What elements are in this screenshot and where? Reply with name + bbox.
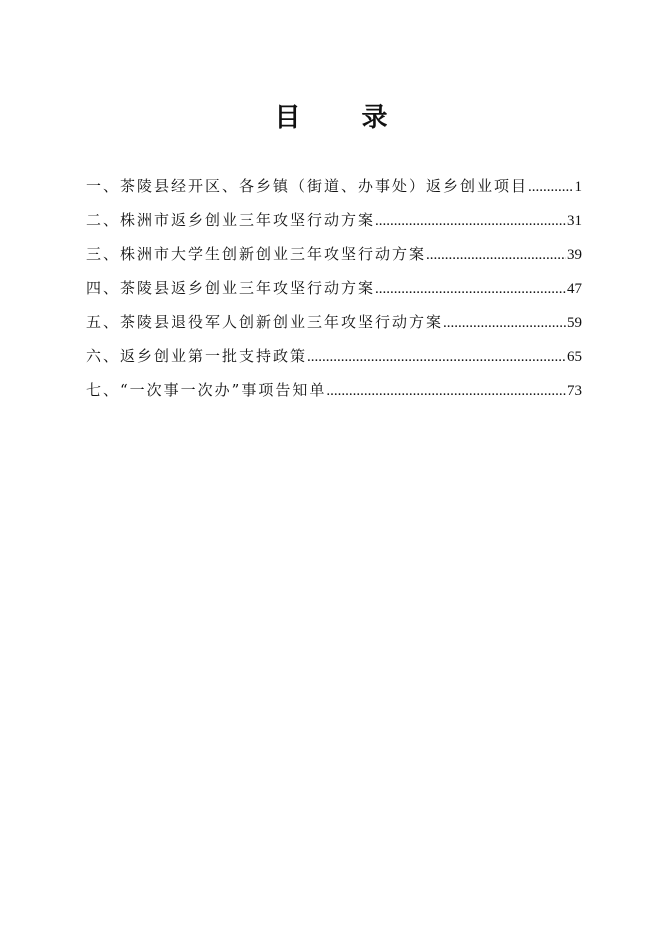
toc-entry-title: 四、茶陵县返乡创业三年攻坚行动方案 — [86, 279, 376, 297]
toc-dot-leader — [375, 275, 566, 303]
toc-entry-title: 六、返乡创业第一批支持政策 — [86, 347, 308, 365]
toc-dot-leader — [426, 241, 566, 269]
toc-page-number: 39 — [567, 247, 582, 263]
page-title: 目 录 — [274, 103, 414, 133]
toc-entry[interactable] — [86, 308, 582, 342]
toc-page-number: 65 — [567, 349, 582, 365]
toc-dot-leader — [307, 343, 566, 371]
toc-dot-leader — [443, 309, 566, 337]
toc-dot-leader — [375, 207, 566, 235]
toc-dot-leader — [528, 173, 573, 201]
toc-dot-leader — [326, 377, 566, 405]
toc-entry[interactable] — [86, 376, 582, 410]
toc-entry[interactable] — [86, 342, 582, 376]
toc-page-number: 47 — [567, 281, 582, 297]
toc-entry[interactable] — [86, 274, 582, 308]
toc-page-number: 31 — [567, 213, 582, 229]
toc-entry-title: 二、株洲市返乡创业三年攻坚行动方案 — [86, 211, 376, 229]
table-of-contents — [86, 172, 582, 410]
toc-page-number: 1 — [574, 179, 582, 195]
toc-entry-title: 五、茶陵县退役军人创新创业三年攻坚行动方案 — [86, 313, 444, 331]
toc-entry-title: 七、“一次事一次办”事项告知单 — [86, 381, 327, 399]
toc-page-number: 73 — [567, 383, 582, 399]
toc-entry-title: 一、茶陵县经开区、各乡镇（街道、办事处）返乡创业项目 — [86, 177, 529, 195]
toc-entry[interactable] — [86, 206, 582, 240]
toc-entry[interactable] — [86, 172, 582, 206]
toc-entry[interactable] — [86, 240, 582, 274]
toc-page-number: 59 — [567, 315, 582, 331]
toc-entry-title: 三、株洲市大学生创新创业三年攻坚行动方案 — [86, 245, 427, 263]
